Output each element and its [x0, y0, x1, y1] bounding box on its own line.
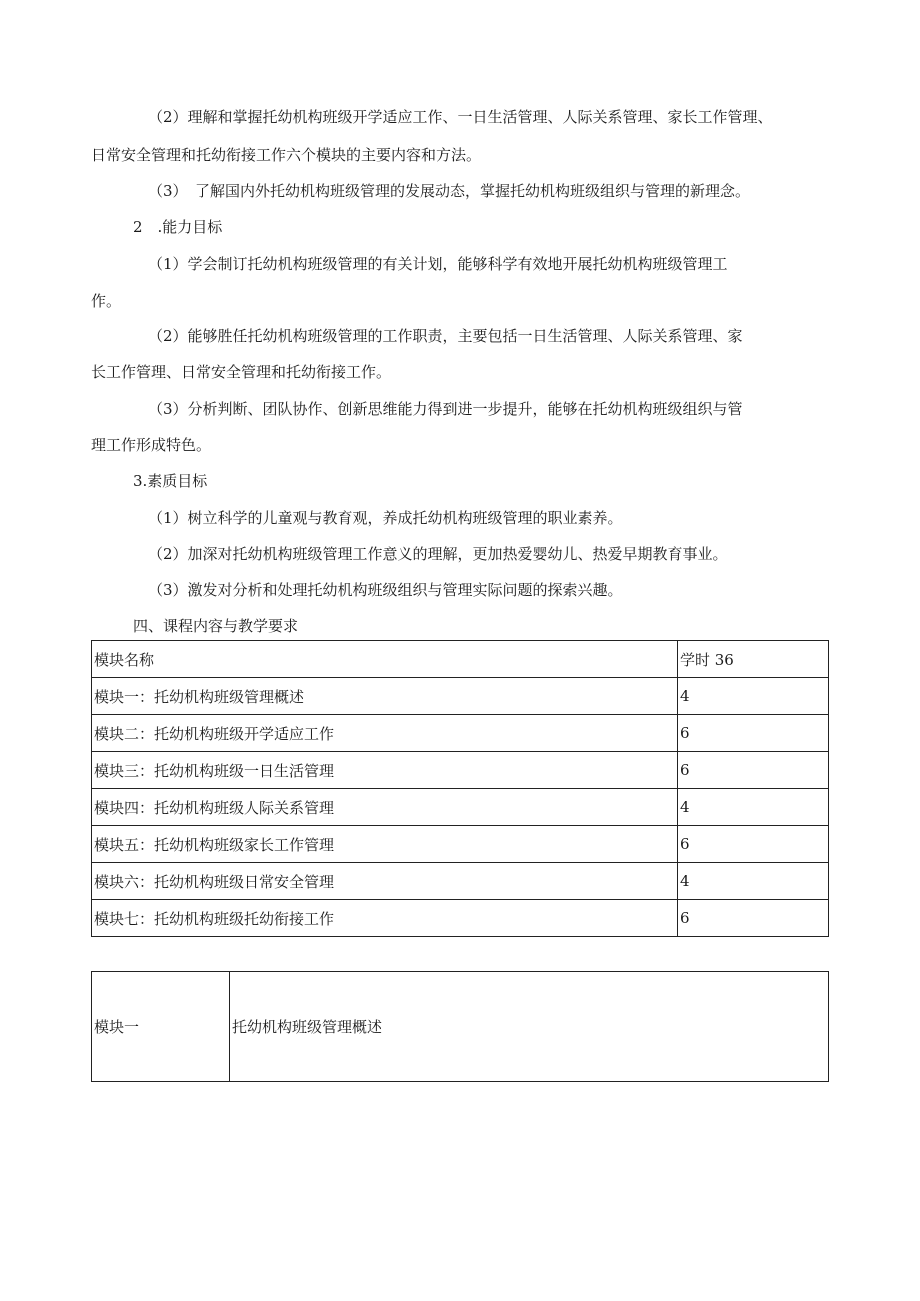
- quality-item-2: （2）加深对托幼机构班级管理工作意义的理解，更加热爱婴幼儿、热爱早期教育事业。: [148, 545, 728, 563]
- ability-item-3-line-2: 理工作形成特色。: [91, 436, 212, 454]
- module-detail-table: [91, 971, 829, 1082]
- ability-item-1-line-2: 作。: [91, 292, 122, 310]
- module-hours-cell: 4: [678, 789, 829, 826]
- table-header-row: [92, 641, 829, 678]
- module-name-cell: 模块三：托幼机构班级一日生活管理: [92, 752, 678, 789]
- ability-item-2-line-2: 长工作管理、日常安全管理和托幼衔接工作。: [91, 363, 392, 381]
- table-row: [92, 826, 829, 863]
- table-row: [92, 715, 829, 752]
- module-name-cell: 模块六：托幼机构班级日常安全管理: [92, 863, 678, 900]
- table-row: [92, 789, 829, 826]
- knowledge-item-2-line-1: （2）理解和掌握托幼机构班级开学适应工作、一日生活管理、人际关系管理、家长工作管理、: [148, 108, 773, 126]
- module-name-cell: 模块二：托幼机构班级开学适应工作: [92, 715, 678, 752]
- module-name-cell: 模块七：托幼机构班级托幼衔接工作: [92, 900, 678, 937]
- ability-heading: 2 .能力目标: [133, 218, 223, 236]
- section-4-heading: 四、课程内容与教学要求: [133, 617, 299, 635]
- ability-item-2-line-1: （2）能够胜任托幼机构班级管理的工作职责，主要包括一日生活管理、人际关系管理、家: [148, 327, 743, 345]
- header-module-name: 模块名称: [92, 641, 678, 678]
- module-name-cell: 模块五：托幼机构班级家长工作管理: [92, 826, 678, 863]
- table-row: [92, 863, 829, 900]
- module-hours-cell: 6: [678, 900, 829, 937]
- quality-heading: 3.素质目标: [133, 472, 208, 490]
- quality-item-1: （1）树立科学的儿童观与教育观，养成托幼机构班级管理的职业素养。: [148, 509, 623, 527]
- knowledge-item-2-line-2: 日常安全管理和托幼衔接工作六个模块的主要内容和方法。: [91, 146, 482, 164]
- knowledge-item-3: （3） 了解国内外托幼机构班级管理的发展动态，掌握托幼机构班级组织与管理的新理念。: [148, 182, 751, 200]
- quality-item-3: （3）激发对分析和处理托幼机构班级组织与管理实际问题的探索兴趣。: [148, 581, 623, 599]
- module-name-cell: 模块四：托幼机构班级人际关系管理: [92, 789, 678, 826]
- module-hours-cell: 6: [678, 826, 829, 863]
- module-hours-cell: 4: [678, 678, 829, 715]
- module-hours-table: [91, 640, 829, 937]
- ability-item-1-line-1: （1）学会制订托幼机构班级管理的有关计划，能够科学有效地开展托幼机构班级管理工: [148, 255, 728, 273]
- module-title-cell: 托幼机构班级管理概述: [230, 972, 829, 1082]
- module-hours-cell: 4: [678, 863, 829, 900]
- module-label-cell: 模块一: [92, 972, 230, 1082]
- module-detail-row: [92, 972, 829, 1082]
- header-hours: 学时 36: [678, 641, 829, 678]
- module-name-cell: 模块一：托幼机构班级管理概述: [92, 678, 678, 715]
- table-row: [92, 678, 829, 715]
- module-hours-cell: 6: [678, 715, 829, 752]
- table-row: [92, 752, 829, 789]
- table-row: [92, 900, 829, 937]
- ability-item-3-line-1: （3）分析判断、团队协作、创新思维能力得到进一步提升，能够在托幼机构班级组织与管: [148, 400, 743, 418]
- module-hours-cell: 6: [678, 752, 829, 789]
